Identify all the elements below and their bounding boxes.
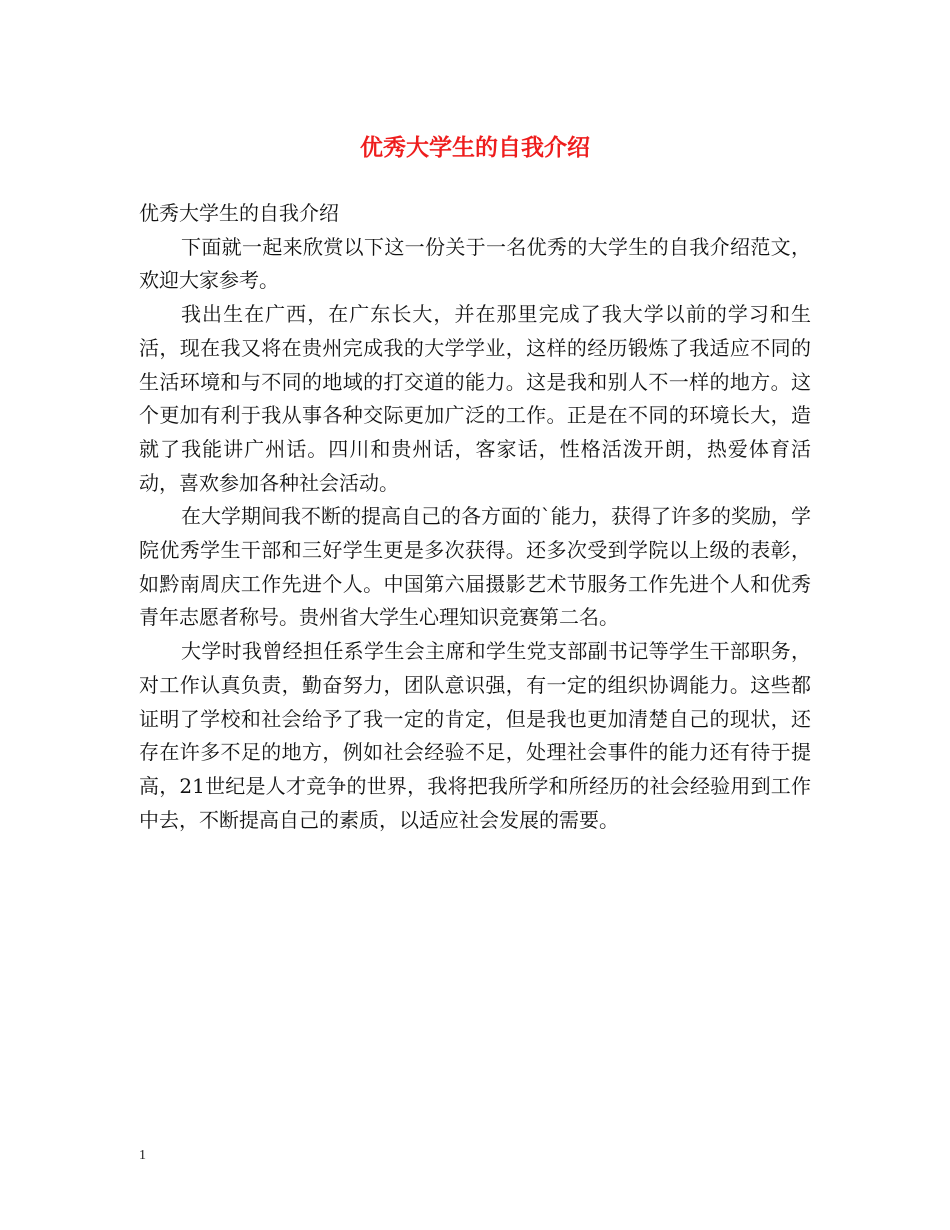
body-paragraph-background: 我出生在广西，在广东长大，并在那里完成了我大学以前的学习和生活，现在我又将在贵州完成我的大学学业，这样的经历锻炼了我适应不同的生活环境和与不同的地域的打交道的能力。这是我和别人不一样的地方。这个更加有利于我从事各种交际更加广泛的工作。正是在不同的环境长大，造就了我能讲广州话。四川和贵州话，客家话，性格活泼开朗，热爱体育活动，喜欢参加各种社会活动。 xyxy=(139,302,811,495)
document-title: 优秀大学生的自我介绍 xyxy=(360,135,590,161)
page-number: 1 xyxy=(139,1148,146,1163)
body-heading: 优秀大学生的自我介绍 xyxy=(139,201,339,225)
body-paragraph-intro: 下面就一起来欣赏以下这一份关于一名优秀的大学生的自我介绍范文，欢迎大家参考。 xyxy=(139,234,811,293)
document-body xyxy=(139,197,811,837)
body-paragraph-awards: 在大学期间我不断的提高自己的各方面的`能力，获得了许多的奖励，学院优秀学生干部和三好学生更是多次获得。还多次受到学院以上级的表彰，如黔南周庆工作先进个人。中国第六届摄影艺术节服务工作先进个人和优秀青年志愿者称号。贵州省大学生心理知识竞赛第二名。 xyxy=(139,504,811,630)
body-paragraph-experience: 大学时我曾经担任系学生会主席和学生党支部副书记等学生干部职务，对工作认真负责，勤奋努力，团队意识强，有一定的组织协调能力。这些都证明了学校和社会给予了我一定的肯定，但是我也更加清楚自己的现状，还存在许多不足的地方，例如社会经验不足，处理社会事件的能力还有待于提高，21世纪是人才竞争的世界，我将把我所学和所经历的社会经验用到工作中去，不断提高自己的素质，以适应社会发展的需要。 xyxy=(139,639,811,832)
